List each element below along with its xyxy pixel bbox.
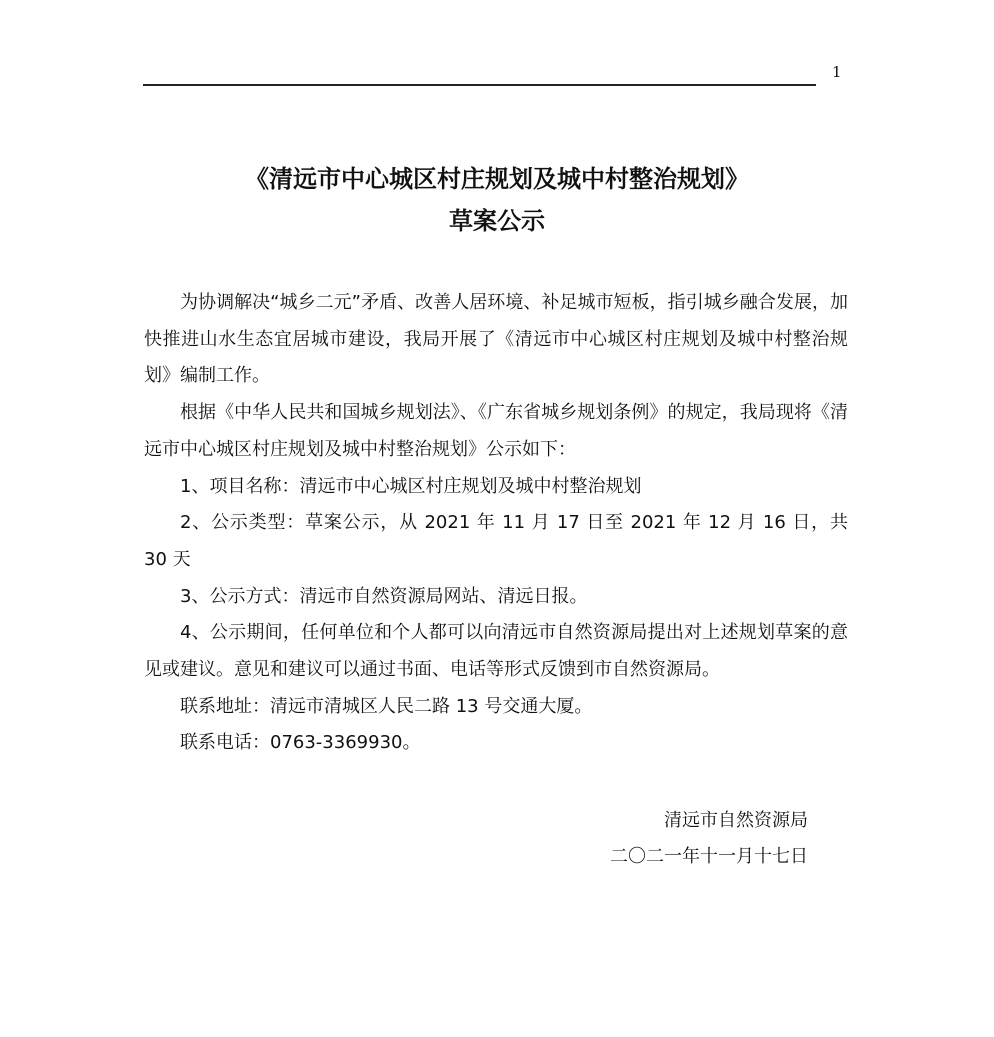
- document-body: [144, 285, 848, 762]
- contact-phone: 联系电话：0763-3369930。: [180, 732, 421, 754]
- legal-basis-paragraph: 根据《中华人民共和国城乡规划法》、《广东省城乡规划条例》的规定，我局现将《清远市中心城区村庄规划及城中村整治规划》公示如下：: [144, 402, 848, 460]
- page-number: 1: [832, 63, 842, 81]
- header-rule: [143, 84, 816, 86]
- document-title: 《清远市中心城区村庄规划及城中村整治规划》: [245, 165, 749, 193]
- publicity-type-item: 2、公示类型：草案公示，从 2021 年 11 月 17 日至 2021 年 12 月 16 日，共 30 天: [144, 512, 848, 570]
- feedback-item: 4、公示期间，任何单位和个人都可以向清远市自然资源局提出对上述规划草案的意见或建议。意见和建议可以通过书面、电话等形式反馈到市自然资源局。: [144, 622, 848, 681]
- contact-address: 联系地址：清远市清城区人民二路 13 号交通大厦。: [180, 695, 593, 717]
- signature-date: 二〇二一年十一月十七日: [610, 846, 808, 867]
- publicity-method-item: 3、公示方式：清远市自然资源局网站、清远日报。: [180, 585, 588, 607]
- signature-block: [520, 803, 808, 875]
- signature-organization: 清远市自然资源局: [664, 810, 808, 831]
- intro-paragraph: 为协调解决“城乡二元”矛盾、改善人居环境、补足城市短板，指引城乡融合发展，加快推进山水生态宜居城市建设，我局开展了《清远市中心城区村庄规划及城中村整治规划》编制工作。: [144, 292, 848, 387]
- project-name-item: 1、项目名称：清远市中心城区村庄规划及城中村整治规划: [180, 475, 642, 497]
- document-subtitle: 草案公示: [449, 207, 545, 235]
